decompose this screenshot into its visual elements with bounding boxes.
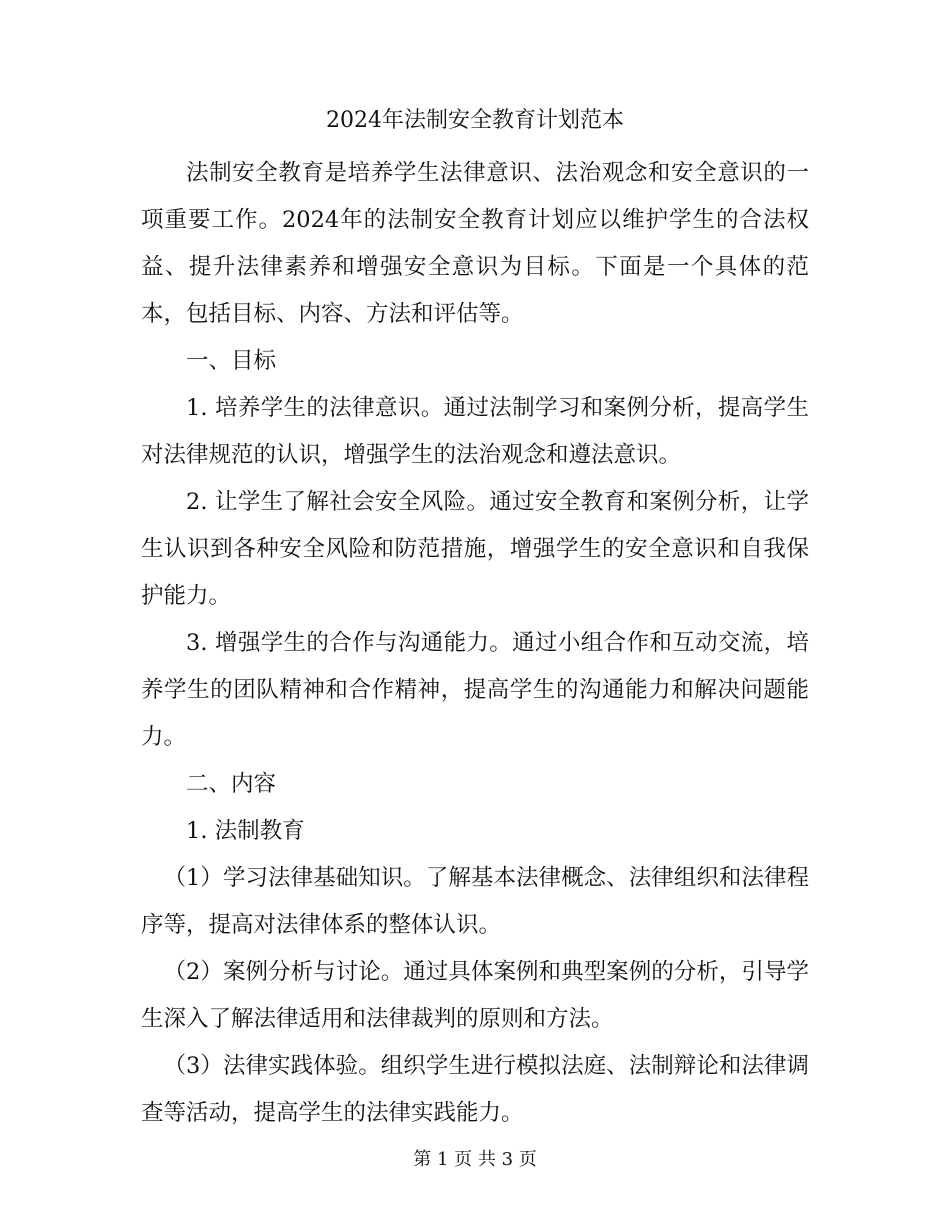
document-title: 2024年法制安全教育计划范本	[326, 108, 624, 133]
goal-item-1: 1. 培养学生的法律意识。通过法制学习和案例分析，提高学生对法律规范的认识，增强学生的法治观念和遵法意识。	[141, 395, 809, 468]
content-subheading-legal-education: 1. 法制教育	[186, 818, 305, 844]
content-item-1: （1）学习法律基础知识。了解基本法律概念、法律组织和法律程序等，提高对法律体系的整体认识。	[141, 865, 809, 938]
goal-item-2: 2. 让学生了解社会安全风险。通过安全教育和案例分析，让学生认识到各种安全风险和防范措施，增强学生的安全意识和自我保护能力。	[141, 489, 809, 609]
content-item-2: （2）案例分析与讨论。通过具体案例和典型案例的分析，引导学生深入了解法律适用和法律裁判的原则和方法。	[141, 959, 809, 1032]
section-heading-goals: 一、目标	[186, 348, 277, 374]
page-footer: 第 1 页 共 3 页	[413, 1149, 537, 1170]
goal-item-3: 3. 增强学生的合作与沟通能力。通过小组合作和互动交流，培养学生的团队精神和合作精神，提高学生的沟通能力和解决问题能力。	[141, 630, 809, 750]
document-body	[141, 150, 809, 1137]
section-heading-content: 二、内容	[186, 771, 277, 797]
intro-paragraph: 法制安全教育是培养学生法律意识、法治观念和安全意识的一项重要工作。2024年的法制安全教育计划应以维护学生的合法权益、提升法律素养和增强安全意识为目标。下面是一个具体的范本，包括目标、内容、方法和评估等。	[141, 160, 809, 327]
content-item-3: （3）法律实践体验。组织学生进行模拟法庭、法制辩论和法律调查等活动，提高学生的法律实践能力。	[141, 1053, 809, 1126]
